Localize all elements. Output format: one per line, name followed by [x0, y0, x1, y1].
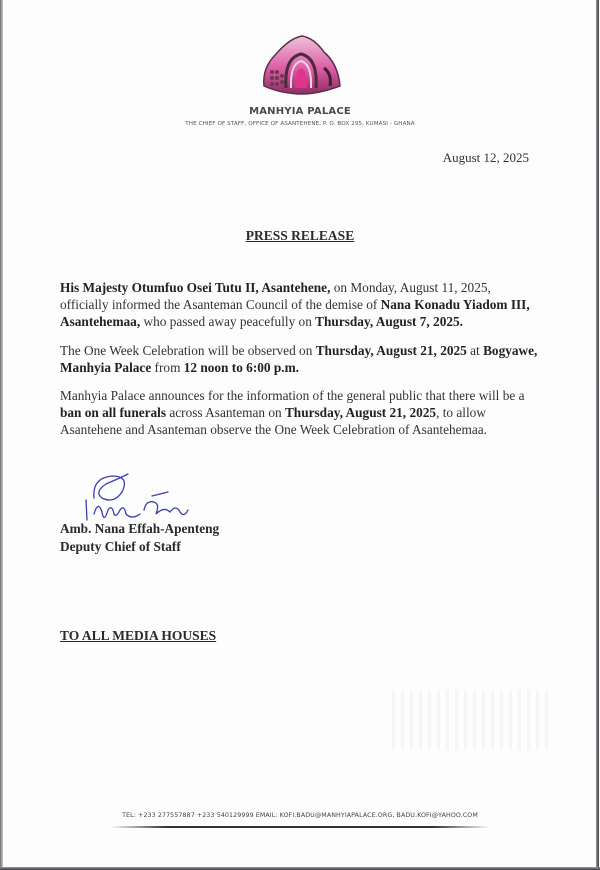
text-bold: Thursday, August 21, 2025	[284, 405, 437, 420]
scan-edge-left	[0, 0, 3, 870]
signatory-block	[60, 520, 219, 556]
text: from	[151, 360, 184, 375]
text: at	[466, 343, 484, 358]
royal-stool-emblem-icon	[258, 28, 344, 98]
text-bold: ban on all funerals	[60, 405, 167, 420]
text: Manhyia Palace announces for the information of the general public that there will be a	[60, 388, 525, 403]
footer-divider	[110, 826, 490, 828]
org-name: MANHYIA PALACE	[249, 106, 351, 117]
signatory-name: Amb. Nana Effah-Apenteng	[60, 521, 220, 536]
text-bold: Bogyawe, Manhyia Palace	[60, 343, 538, 375]
text: who passed away peacefully on	[140, 314, 316, 329]
recipient-line: TO ALL MEDIA HOUSES	[60, 628, 217, 643]
text-bold: Thursday, August 21, 2025	[315, 343, 467, 358]
org-address: THE CHIEF OF STAFF, OFFICE OF ASANTEHENE, P. O. BOX 295, KUMASI - GHANA	[185, 121, 415, 127]
text: The One Week Celebration will be observed on	[60, 343, 316, 358]
footer-contact: TEL: +233 277557887 +233 540129999 EMAIL: KOFI.BADU@MANHYIAPALACE.ORG, BADU.KOFI@YAHOO.COM	[122, 812, 478, 819]
paragraph-celebration	[60, 342, 540, 376]
faint-watermark	[392, 690, 552, 750]
text-bold: Nana Konadu Yiadom III, Asantehemaa,	[60, 297, 530, 329]
text: on Monday, August 11, 2025, officially informed the Asanteman Council of the demise of	[60, 280, 491, 312]
paragraph-funeral-ban	[60, 387, 540, 438]
signatory-position: Deputy Chief of Staff	[60, 539, 181, 554]
text-bold: His Majesty Otumfuo Osei Tutu II, Asantehene,	[60, 280, 331, 295]
letter-date: August 12, 2025	[442, 150, 529, 165]
document-title: PRESS RELEASE	[245, 228, 355, 243]
text: across Asanteman on	[166, 405, 285, 420]
text-bold: 12 noon to 6:00 p.m.	[183, 360, 299, 375]
paragraph-announcement	[60, 279, 540, 330]
text-bold: Thursday, August 7, 2025.	[315, 314, 463, 329]
scan-edge-right	[596, 0, 599, 870]
text: , to allow Asantehene and Asanteman observe the One Week Celebration of Asantehemaa.	[60, 405, 487, 437]
